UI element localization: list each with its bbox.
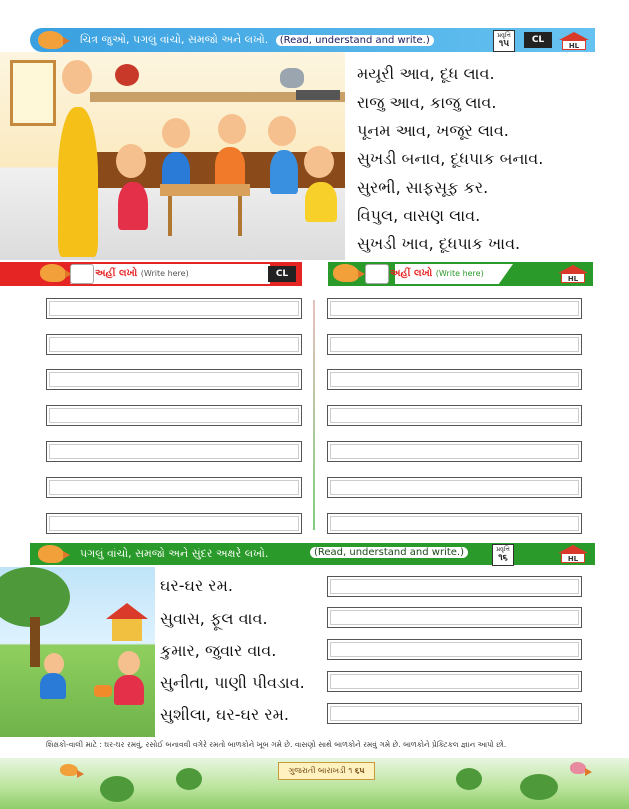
window-graphic — [10, 60, 56, 126]
girl-figure — [118, 182, 148, 230]
kitchen-illustration — [0, 52, 345, 260]
write-here-right-gu: અહીં લખો — [390, 268, 433, 279]
sentence-4: સુખડી બનાવ, દૂધપાક બનાવ. — [357, 149, 544, 168]
table-graphic — [160, 184, 250, 196]
writing-box-s2-5[interactable] — [327, 703, 582, 724]
hl-label-right: HL — [561, 273, 585, 283]
practice-word-2: સુવાસ, ફૂલ વાવ. — [160, 609, 268, 628]
practice-word-1: ઘર-ઘર રમ. — [160, 576, 233, 595]
cl-tag-left: CL — [268, 266, 296, 282]
hl-label-2: HL — [561, 553, 585, 563]
bottom-tree-2 — [176, 768, 202, 790]
bird-icon-2 — [38, 545, 64, 563]
column-divider — [313, 300, 315, 530]
badge-label: પ્રવૃત્તિ — [497, 32, 511, 39]
bird-icon — [38, 31, 64, 49]
girl-head-2 — [218, 114, 246, 144]
writing-box-s2-1[interactable] — [327, 576, 582, 597]
girl-head — [116, 144, 146, 178]
pointing-hand-icon-right — [365, 264, 389, 284]
write-here-right-label — [390, 268, 484, 279]
sentence-1: મયૂરી આવ, દૂધ લાવ. — [357, 64, 495, 83]
watering-can-icon — [94, 685, 112, 697]
boy-figure-2 — [270, 150, 298, 194]
bottom-tree-1 — [100, 776, 134, 802]
page-footer-tag — [278, 762, 375, 780]
boy-head — [162, 118, 190, 148]
badge-number-2: ૧૬ — [498, 553, 508, 563]
writing-box-left-2[interactable] — [46, 334, 302, 355]
bottom-tree-3 — [456, 768, 482, 790]
writing-box-left-3[interactable] — [46, 369, 302, 390]
instruction-gujarati: ચિત્ર જુઓ, પગલું વાંચો, સમજો અને લખો. — [80, 33, 269, 46]
writing-box-right-5[interactable] — [327, 441, 582, 462]
girl-figure-3 — [305, 182, 337, 222]
hl-house-icon-right — [558, 265, 588, 283]
bird-icon-left — [40, 264, 66, 282]
writing-box-s2-3[interactable] — [327, 639, 582, 660]
bottom-bird-icon — [60, 764, 78, 776]
mother-head — [62, 60, 92, 94]
writing-box-s2-4[interactable] — [327, 671, 582, 692]
instruction-english: (Read, understand and write.) — [276, 35, 434, 46]
boy-gardener — [40, 673, 66, 699]
stove-icon — [296, 90, 340, 100]
hl-house-icon-2 — [558, 545, 588, 563]
house-graphic — [112, 617, 142, 641]
hl-label: HL — [562, 40, 586, 50]
writing-box-left-7[interactable] — [46, 513, 302, 534]
bird-icon-right — [333, 264, 359, 282]
writing-box-right-4[interactable] — [327, 405, 582, 426]
activity-number-badge-2 — [492, 544, 514, 566]
write-here-left-en: (Write here) — [140, 269, 189, 278]
writing-box-right-1[interactable] — [327, 298, 582, 319]
girl-gardener-head — [118, 651, 140, 675]
writing-box-right-2[interactable] — [327, 334, 582, 355]
writing-box-left-5[interactable] — [46, 441, 302, 462]
pressure-cooker-icon — [280, 68, 304, 88]
page-number: ૬૫ — [354, 766, 365, 775]
pot-icon — [115, 64, 139, 86]
girl-gardener — [114, 675, 144, 705]
sentence-2: રાજુ આવ, કાજુ લાવ. — [357, 93, 497, 112]
writing-box-s2-2[interactable] — [327, 607, 582, 628]
mother-figure — [58, 107, 98, 257]
writing-box-right-3[interactable] — [327, 369, 582, 390]
writing-box-left-6[interactable] — [46, 477, 302, 498]
activity-number-badge — [493, 30, 515, 52]
teacher-note: શિક્ષકો-વાલી માટે : ઘર-ઘર રમવું, રસોઈ બનાવવી વગેરે રમતો બાળકોને ખૂબ ગમે છે. વાસણો સાથે બાળકોને રમવું ગમે છે. બાળકોને પ્રેક્ટિકલ જ્ઞાન આપો છો. — [46, 740, 507, 749]
badge-label-2: પ્રવૃત્તિ — [496, 546, 510, 553]
pointing-hand-icon — [70, 264, 94, 284]
practice-word-5: સુશીલા, ઘર-ઘર રમ. — [160, 705, 290, 724]
girl-head-3 — [304, 146, 334, 178]
write-here-left-label — [95, 268, 189, 279]
hl-house-icon — [559, 32, 589, 50]
boy-gardener-head — [44, 653, 64, 675]
girl-figure-2 — [215, 147, 245, 187]
practice-word-4: સુનીતા, પાણી પીવડાવ. — [160, 673, 305, 692]
banner-instruction — [80, 33, 434, 47]
cl-tag: CL — [524, 32, 552, 48]
sentence-3: પૂનમ આવ, ખજૂર લાવ. — [357, 121, 509, 140]
section2-instruction-en: (Read, understand and write.) — [310, 547, 468, 558]
write-here-right-en: (Write here) — [435, 269, 484, 278]
writing-box-left-1[interactable] — [46, 298, 302, 319]
sentence-6: વિપુલ, વાસણ લાવ. — [357, 206, 481, 225]
writing-box-right-7[interactable] — [327, 513, 582, 534]
writing-box-left-4[interactable] — [46, 405, 302, 426]
writing-box-right-6[interactable] — [327, 477, 582, 498]
house-roof — [106, 603, 148, 619]
bottom-tree-4 — [520, 774, 558, 800]
bottom-bird-icon-2 — [570, 762, 586, 774]
section2-instruction-gu: પગલું વાંચો, સમજો અને સુંદર અક્ષરે લખો. — [80, 547, 269, 560]
badge-number: ૧૫ — [498, 39, 510, 49]
practice-word-3: કુમાર, જુવાર વાવ. — [160, 641, 277, 660]
write-here-left-gu: અહીં લખો — [95, 268, 138, 279]
sentence-7: સુખડી ખાવ, દૂધપાક ખાવ. — [357, 234, 521, 253]
garden-illustration — [0, 567, 155, 737]
boy-head-2 — [268, 116, 296, 146]
book-title: ગુજરાતી બારાખડી ૧ — [288, 766, 353, 775]
sentence-5: સુરભી, સાફસૂફ કર. — [357, 178, 489, 197]
tree-trunk — [30, 617, 40, 667]
